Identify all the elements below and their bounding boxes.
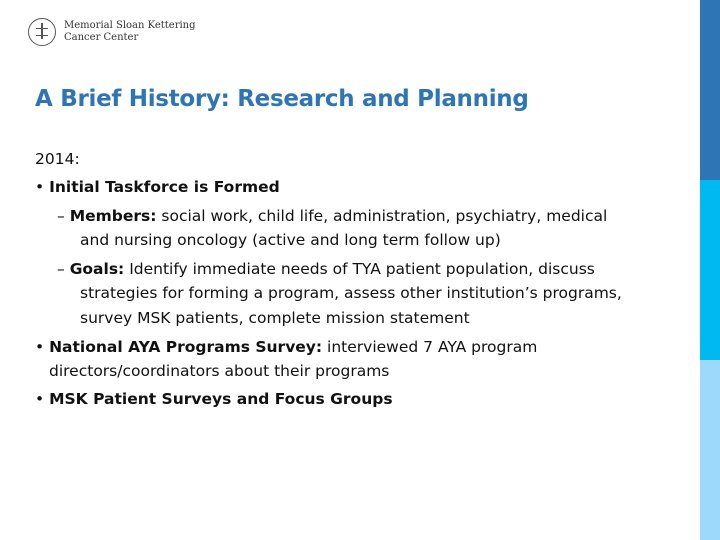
msk-logo <box>28 18 196 46</box>
members-label: Members: <box>69 207 157 225</box>
members-cont: and nursing oncology (active and long term follow up) <box>80 231 501 249</box>
accent-bar-middle <box>700 180 720 360</box>
year-label: 2014: <box>35 150 80 168</box>
slide-title: A Brief History: Research and Planning <box>35 86 529 112</box>
members-text: social work, child life, administration, psychiatry, medical <box>156 207 608 225</box>
accent-bar-top <box>700 0 720 180</box>
sub-bullet-goals: – Goals: Identify immediate needs of TYA patient population, discuss <box>57 260 595 278</box>
bullet-1-bold: Initial Taskforce is Formed <box>49 178 280 196</box>
goals-cont2: survey MSK patients, complete mission statement <box>80 309 470 327</box>
msk-seal-icon <box>28 18 56 46</box>
bullet-patient-surveys: • MSK Patient Surveys and Focus Groups <box>35 390 393 408</box>
goals-label: Goals: <box>69 260 125 278</box>
sub-bullet-members: – Members: social work, child life, administration, psychiatry, medical <box>57 207 608 225</box>
survey-label: National AYA Programs Survey: <box>49 338 323 356</box>
bullet-1: • Initial Taskforce is Formed <box>35 178 280 196</box>
bullet-survey: • National AYA Programs Survey: interviewed 7 AYA program <box>35 338 538 356</box>
goals-cont: strategies for forming a program, assess other institution’s programs, <box>80 284 622 302</box>
goals-text: Identify immediate needs of TYA patient population, discuss <box>124 260 595 278</box>
logo-line2: Cancer Center <box>64 32 139 43</box>
survey-cont: directors/coordinators about their programs <box>49 362 390 380</box>
logo-line1: Memorial Sloan Kettering <box>64 20 196 31</box>
survey-text: interviewed 7 AYA program <box>322 338 538 356</box>
patient-surveys-label: MSK Patient Surveys and Focus Groups <box>49 390 393 408</box>
accent-bar-bottom <box>700 360 720 540</box>
